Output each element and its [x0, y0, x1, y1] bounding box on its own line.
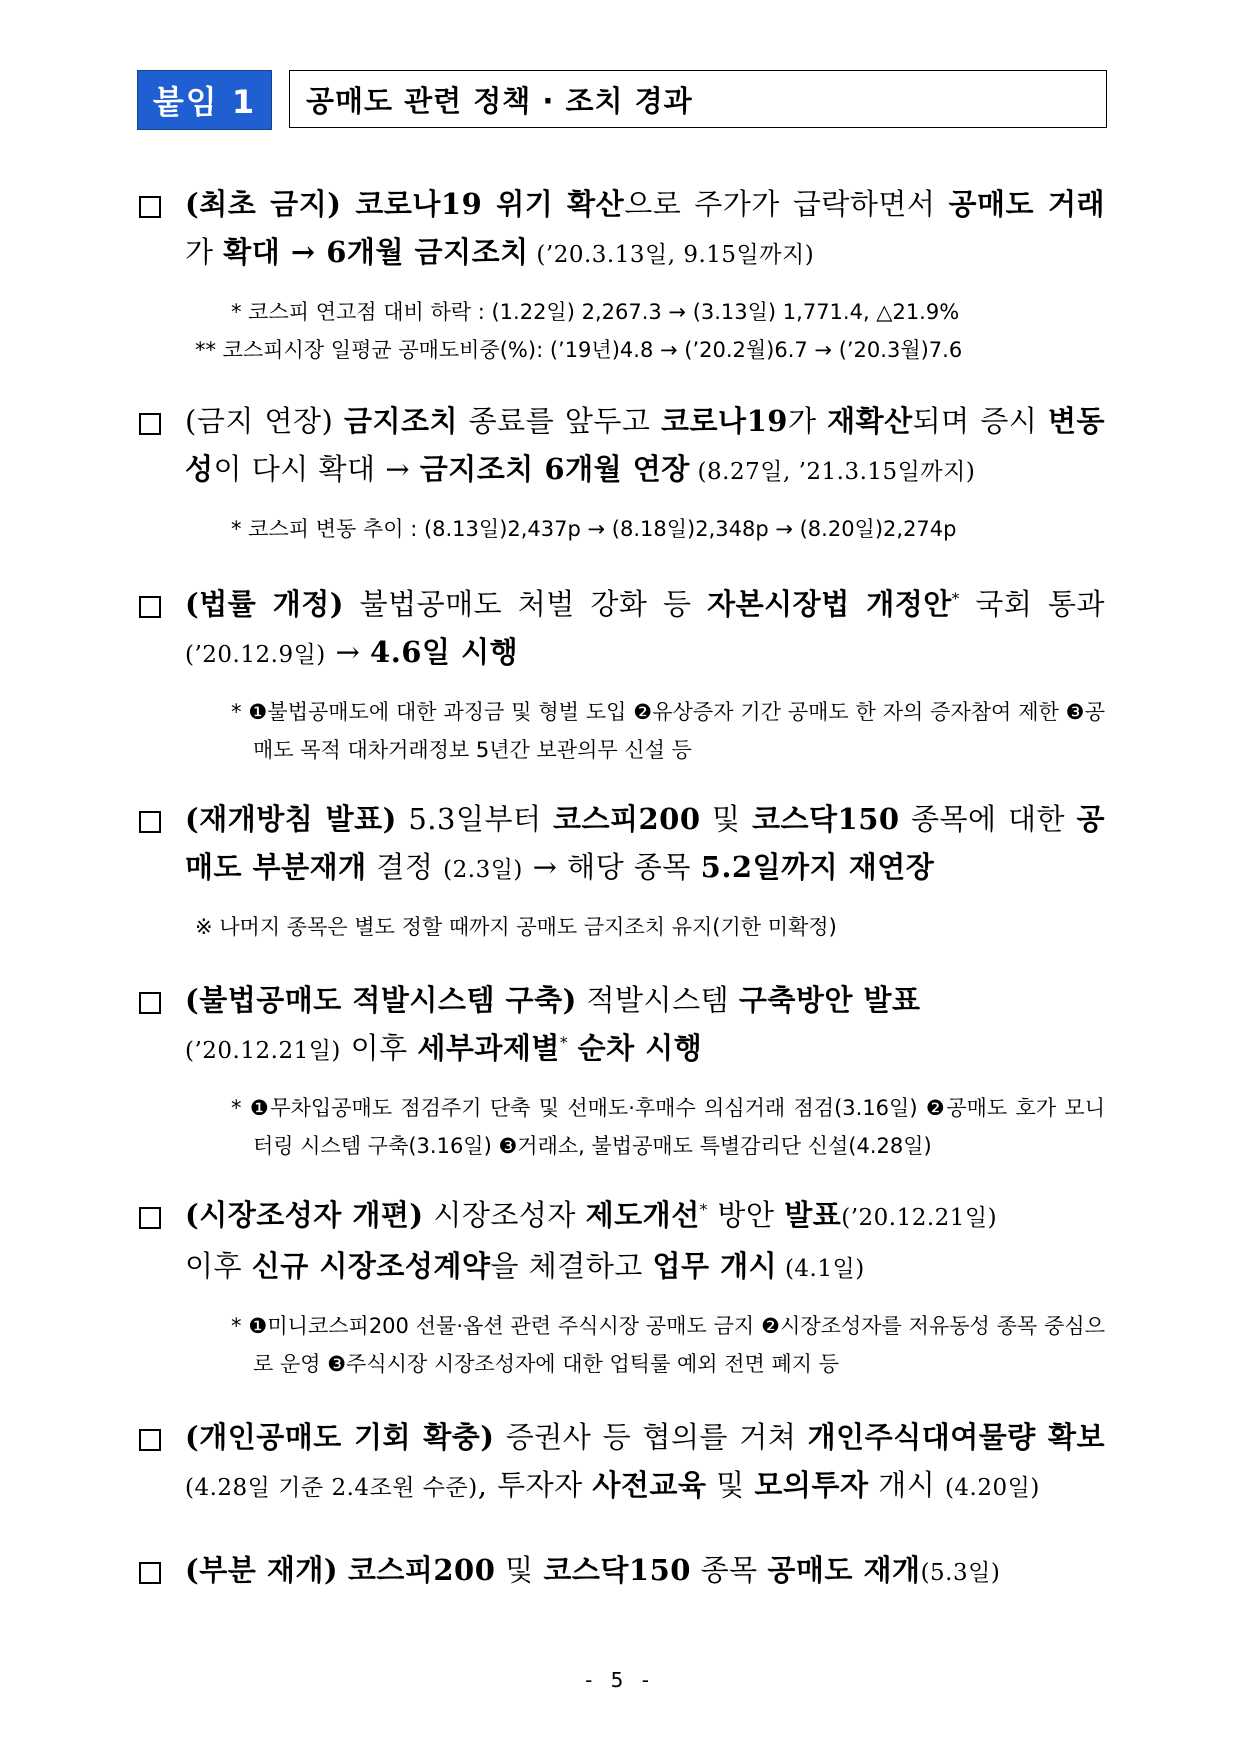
note: * 코스피 연고점 대비 하락 : (1.22일) 2,267.3 → (3.13일) 1,771.4, △21.9%	[231, 300, 960, 324]
checkbox-square-icon	[139, 1429, 161, 1451]
checkbox-square-icon	[139, 413, 161, 435]
page-title: 공매도 관련 정책 · 조치 경과	[289, 70, 1107, 128]
note: * ❶불법공매도에 대한 과징금 및 형벌 도입 ❷유상증자 기간 공매도 한 자의 증자참여 제한 ❸공매도 목적 대차거래정보 5년간 보관의무 신설 등	[231, 700, 1105, 762]
checkbox-square-icon	[139, 992, 161, 1014]
list-item-ban-extension	[137, 397, 1105, 548]
attachment-badge: 붙임 1	[137, 70, 272, 130]
checkbox-square-icon	[139, 196, 161, 218]
note: * ❶미니코스피200 선물·옵션 관련 주식시장 공매도 금지 ❷시장조성자를 저유동성 종목 중심으로 운영 ❸주식시장 시장조성자에 대한 업틱룰 예외 전면 폐지 등	[231, 1314, 1105, 1376]
item-notes	[185, 693, 1105, 769]
checkbox-square-icon	[139, 596, 161, 618]
note: * ❶무차입공매도 점검주기 단축 및 선매도·후매수 의심거래 점검(3.16일) ❷공매도 호가 모니터링 시스템 구축(3.16일) ❸거래소, 불법공매도 특별감리단 신설(4.28일)	[231, 1096, 1105, 1158]
item-text: (시장조성자 개편) 시장조성자 제도개선* 방안 발표(’20.12.21일) 이후 신규 시장조성계약을 체결하고 업무 개시 (4.1일)	[185, 1198, 998, 1283]
item-notes	[185, 908, 1105, 946]
item-text: (법률 개정) 불법공매도 처벌 강화 등 자본시장법 개정안* 국회 통과(’20.12.9일) → 4.6일 시행	[185, 587, 1105, 669]
item-notes	[185, 510, 1105, 548]
item-text: (개인공매도 기회 확충) 증권사 등 협의를 거쳐 개인주식대여물량 확보(4.28일 기준 2.4조원 수준), 투자자 사전교육 및 모의투자 개시 (4.20일)	[185, 1420, 1105, 1502]
list-item-detection-system	[137, 976, 1105, 1165]
document-body	[137, 180, 1105, 1597]
item-text: (최초 금지) 코로나19 위기 확산으로 주가가 급락하면서 공매도 거래가 확대 → 6개월 금지조치 (’20.3.13일, 9.15일까지)	[185, 187, 1106, 269]
list-item-law-amendment	[137, 580, 1105, 769]
item-notes	[185, 1089, 1105, 1165]
item-text: (재개방침 발표) 5.3일부터 코스피200 및 코스닥150 종목에 대한 공매도 부분재개 결정 (2.3일) → 해당 종목 5.2일까지 재연장	[185, 802, 1106, 884]
item-notes	[185, 293, 1105, 369]
page-number: - 5 -	[585, 1668, 655, 1692]
list-item-resumption-plan	[137, 795, 1105, 946]
item-text: (부분 재개) 코스피200 및 코스닥150 종목 공매도 재개(5.3일)	[185, 1553, 1001, 1587]
item-text: (금지 연장) 금지조치 종료를 앞두고 코로나19가 재확산되며 증시 변동성이 다시 확대 → 금지조치 6개월 연장 (8.27일, ’21.3.15일까지)	[185, 404, 1106, 486]
list-item-initial-ban	[137, 180, 1105, 369]
checkbox-square-icon	[139, 1562, 161, 1584]
note: * 코스피 변동 추이 : (8.13일)2,437p → (8.18일)2,348p → (8.20일)2,274p	[231, 517, 957, 541]
note: ※ 나머지 종목은 별도 정할 때까지 공매도 금지조치 유지(기한 미확정)	[195, 915, 837, 939]
list-item-market-maker-reform	[137, 1191, 1105, 1383]
checkbox-square-icon	[139, 811, 161, 833]
item-notes	[185, 1307, 1105, 1383]
note: ** 코스피시장 일평균 공매도비중(%): (’19년)4.8 → (’20.2월)6.7 → (’20.3월)7.6	[195, 338, 963, 362]
list-item-partial-resumption	[137, 1546, 1105, 1597]
item-text: (불법공매도 적발시스템 구축) 적발시스템 구축방안 발표 (’20.12.21일) 이후 세부과제별* 순차 시행	[185, 983, 921, 1065]
checkbox-square-icon	[139, 1207, 161, 1229]
list-item-individual-access	[137, 1413, 1105, 1512]
